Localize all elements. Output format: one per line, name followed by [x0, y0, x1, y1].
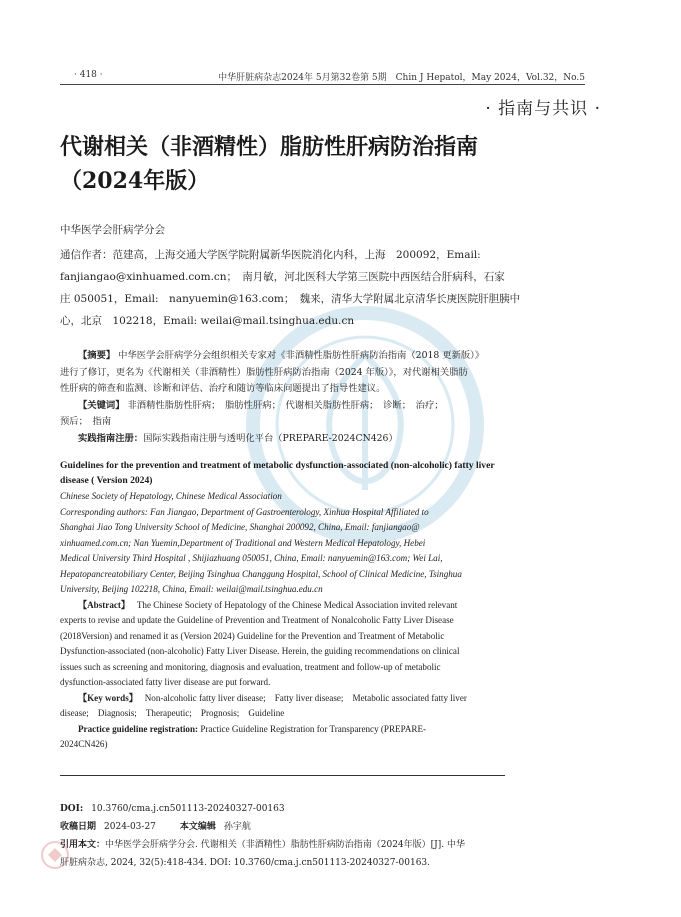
editor-name: 孙宇航	[223, 822, 251, 832]
keywords-text: 非酒精性脂肪性肝病； 脂肪性肝病； 代谢相关脂肪性肝病； 诊断； 治疗；	[127, 399, 444, 411]
english-abstract-block	[60, 489, 505, 753]
english-corr-line: Shanghai Jiao Tong University School of Medicine, Shanghai 200092, China, Email: fanjiangao@	[60, 522, 420, 532]
cite-line: 肝脏病杂志, 2024, 32(5):418-434. DOI: 10.3760/cma.j.cn501113-20240327-00163.	[60, 858, 431, 868]
article-title	[60, 130, 530, 198]
cite-line	[60, 836, 505, 854]
registration-label: 实践指南注册：	[78, 432, 144, 444]
abstract-text: 中华医学会肝病学分会组织相关专家对《非酒精性脂肪性肝病防治指南（2018 更新版）》	[118, 350, 485, 361]
abstract-cn	[60, 348, 505, 447]
received-label: 收稿日期	[60, 822, 97, 832]
doi-line	[60, 800, 505, 818]
english-corr-line: Hepatopancreatobiliary Center, Beijing Tsinghua Changgung Hospital, School of Clinical Medicine, Tsinghua	[60, 568, 462, 579]
title-line: 代谢相关（非酒精性）脂肪性肝病防治指南	[60, 134, 479, 160]
keywords-line: 预后； 指南	[60, 416, 112, 427]
english-abstract-label: 【Abstract】	[78, 599, 131, 610]
received-date: 2024-03-27	[104, 822, 156, 832]
abstract-line: 性肝病的筛查和监测、诊断和评估、治疗和随访等临床问题提出了指导性建议。	[60, 383, 386, 394]
article-metadata	[60, 800, 505, 872]
english-keywords-label: 【Key words】	[78, 692, 138, 703]
registration-line	[60, 431, 505, 448]
keywords-label: 【关键词】	[78, 399, 125, 411]
abstract-line: 进行了修订，更名为《代谢相关（非酒精性）脂肪性肝病防治指南（2024 年版）》，对代谢相关脂肪	[60, 366, 468, 378]
doi-link[interactable]: 10.3760/cma.j.cn501113-20240327-00163	[91, 804, 285, 814]
english-corr-line: xinhuamed.com.cn; Nan Yuemin,Department of Traditional and Western Medical Hepatology, Hebei	[60, 537, 426, 548]
english-keywords-text: Non-alcoholic fatty liver disease; Fatty liver disease; Metabolic associated fatty liver	[144, 692, 467, 703]
cite-label: 引用本文：	[60, 840, 106, 850]
english-abstract-line: dysfunction-associated fatty liver disease are put forward.	[60, 677, 271, 687]
english-abstract-line: Dysfunction-associated (non-alcoholic) Fatty Liver Disease. Herein, the guiding recommendations on clinical	[60, 646, 460, 656]
english-abstract-line: experts to revise and update the Guideline of Prevention and Treatment of Nonalcoholic Fatty Liver Disease	[60, 615, 454, 625]
footer-divider	[60, 775, 505, 776]
english-corr-line: Corresponding authors: Fan Jiangao, Department of Gastroenterology, Xinhua Hospital Affiliated to	[60, 506, 429, 517]
doi-label: DOI:	[60, 804, 84, 814]
english-corr-line: University, Beijing 102218, China, Email: weilai@mail.tsinghua.edu.cn	[60, 584, 323, 594]
editor-label: 本文编辑	[179, 822, 216, 832]
section-tag: · 指南与共识 ·	[485, 99, 601, 119]
english-corr-line: Medical University Third Hospital , Shijiazhuang 050051, China, Email: nanyuemin@163.com; Wei Lai,	[60, 553, 443, 563]
abstract-label: 【摘要】	[78, 350, 116, 361]
registration-text: 国际实践指南注册与透明化平台（PREPARE-2024CN426）	[143, 432, 398, 444]
received-line	[60, 818, 505, 836]
corresponding-authors-cn	[60, 244, 521, 332]
english-registration-line	[60, 722, 505, 738]
page-number: · 418 ·	[74, 70, 103, 80]
corr-line: 心，北京 102218，Email: weilai@mail.tsinghua.edu.cn	[60, 315, 355, 327]
english-organization: Chinese Society of Hepatology, Chinese Medical Association	[60, 491, 282, 501]
english-title-line: disease ( Version 2024)	[60, 475, 153, 486]
english-abstract-line: (2018Version) and renamed it as (Version 2024) Guideline for the Prevention and Treatment of Metabolic	[60, 630, 445, 641]
english-registration-text: Practice Guideline Registration for Transparency (PREPARE-	[200, 723, 427, 734]
corr-line: 通信作者：范建高，上海交通大学医学院附属新华医院消化内科，上海 200092，Email:	[60, 249, 481, 261]
corr-line: fanjiangao@xinhuamed.com.cn； 南月敏，河北医科大学第三医院中西医结合肝病科，石家	[60, 271, 505, 283]
english-keywords-line: disease; Diagnosis; Therapeutic; Prognosis; Guideline	[60, 708, 285, 718]
running-header	[60, 70, 585, 85]
english-title-line: Guidelines for the prevention and treatment of metabolic dysfunction-associated (non-alcoholic) fatty liver	[60, 460, 495, 471]
title-line: （2024年版）	[60, 168, 210, 194]
english-title	[60, 458, 505, 488]
keywords-line	[60, 398, 505, 415]
author-organization-cn: 中华医学会肝病学分会	[60, 224, 165, 236]
english-keywords-line	[60, 691, 505, 707]
english-registration-label: Practice guideline registration:	[78, 723, 199, 734]
corr-line: 庄 050051，Email: nanyuemin@163.com； 魏来，清华大学附属北京清华长庚医院肝胆胰中	[60, 293, 521, 305]
english-abstract-text: The Chinese Society of Hepatology of the Chinese Medical Association invited relevant	[136, 599, 458, 610]
abstract-line	[60, 348, 505, 365]
english-abstract-line	[60, 598, 505, 614]
english-abstract-line: issues such as screening and monitoring, diagnosis and evaluation, treatment and follow-up of metabolic	[60, 661, 441, 672]
cite-text: 中华医学会肝病学分会. 代谢相关（非酒精性）脂肪性肝病防治指南（2024年版）[J]. 中华	[105, 840, 465, 850]
journal-citation-header: 中华肝脏病杂志2024年 5月第32卷第 5期 Chin J Hepatol，May 2024，Vol.32，No.5	[218, 73, 585, 83]
english-registration-line: 2024CN426)	[60, 739, 108, 749]
publisher-logo	[40, 840, 70, 870]
